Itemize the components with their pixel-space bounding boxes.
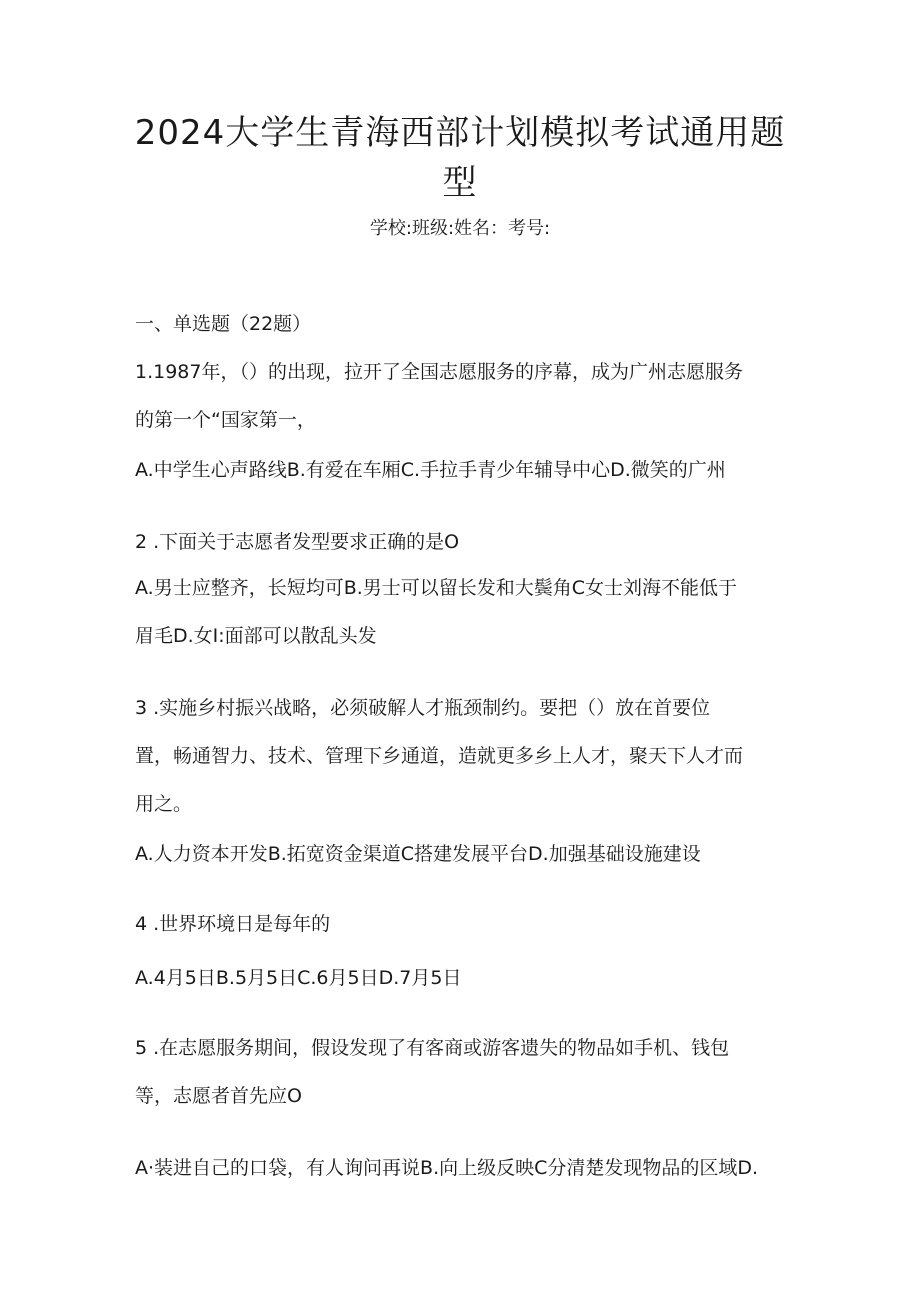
question-1-text-line-2: 的第一个“国家第一，: [135, 409, 316, 431]
question-2-options-line-2: 眉毛D.女I:面部可以散乱头发: [135, 625, 377, 647]
question-3-text-line-2: 置，畅通智力、技术、管理下乡通道，造就更多乡上人才，聚天下人才而: [135, 745, 744, 767]
question-1-text-line-1: 1.1987年，（）的出现，拉开了全国志愿服务的序幕，成为广州志愿服务: [135, 361, 743, 383]
question-2-options-line-1: A.男士应整齐，长短均可B.男士可以留长发和大鬓角C女士刘海不能低于: [135, 577, 738, 599]
student-info-line: 学校:班级:姓名：考号:: [369, 218, 551, 239]
section-heading: 一、单选题（22题）: [135, 313, 312, 335]
question-4-text-line-1: 4 .世界环境日是每年的: [135, 913, 331, 935]
question-5-options: A·装进自己的口袋，有人询问再说B.向上级反映C分清楚发现物品的区域D.: [135, 1157, 759, 1179]
question-2-text-line-1: 2 .下面关于志愿者发型要求正确的是O: [135, 531, 460, 553]
document-title: 2024大学生青海西部计划模拟考试通用题型: [134, 113, 786, 203]
question-5-text-line-1: 5 .在志愿服务期间，假设发现了有客商或游客遗失的物品如手机、钱包: [135, 1037, 730, 1059]
question-3-text-line-1: 3 .实施乡村振兴战略，必须破解人才瓶颈制约。要把（）放在首要位: [135, 697, 711, 719]
question-5-text-line-2: 等，志愿者首先应O: [135, 1085, 302, 1107]
question-4-options: A.4月5日B.5月5日C.6月5日D.7月5日: [135, 967, 462, 989]
question-3-options: A.人力资本开发B.拓宽资金渠道C搭建发展平台D.加强基础设施建设: [135, 843, 701, 865]
question-3-text-line-3: 用之。: [135, 793, 193, 815]
question-1-options: A.中学生心声路线B.有爱在车厢C.手拉手青少年辅导中心D.微笑的广州: [135, 459, 726, 481]
